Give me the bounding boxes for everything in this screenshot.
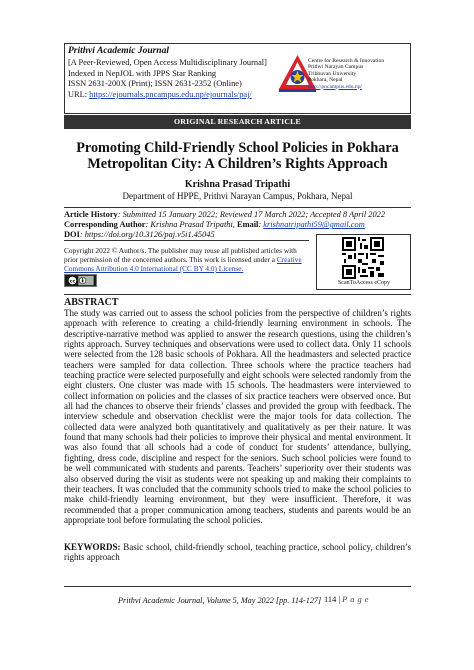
history-text: : Submitted 15 January 2022; Reviewed 17 March 2022; Accepted 8 April 2022 (117, 210, 386, 219)
divider (64, 207, 411, 208)
journal-url-link[interactable]: https://ejournals.pncampus.edu.np/ejournals/paj/ (89, 89, 252, 99)
corresponding-line (64, 220, 411, 230)
license-link[interactable]: Creative Commons Attribution 4.0 International (CC BY 4.0) License. (64, 254, 302, 273)
qr-code-icon[interactable] (342, 237, 384, 279)
centre-line: Prithvi Narayan Campus (308, 64, 364, 71)
centre-info (308, 58, 384, 90)
journal-url-label: URL: (68, 89, 90, 99)
centre-line: Centre for Research & Innovation (308, 58, 385, 64)
journal-info-line: ISSN 2631-200X (Print); ISSN 2631-2352 (Online) (68, 79, 242, 89)
doi-label: DOI (64, 230, 80, 240)
corr-text: : Krishna Prasad Tripathi, (145, 220, 237, 230)
centre-line: Tribhuvan University (308, 70, 357, 77)
page-number (324, 595, 369, 604)
email-label: Email (236, 220, 259, 230)
copyright-text: Copyright 2022 © Author/s. The publisher may reuse all published articles with prior permission of the concerned authors. This work is licensed under a (64, 246, 297, 264)
qr-caption: ScanToAccess eCopy (337, 280, 391, 286)
page-number-value: 114 (324, 595, 337, 604)
divider (64, 294, 411, 295)
footer-divider (64, 586, 411, 587)
abstract-heading: ABSTRACT (64, 297, 119, 308)
paper-title-line: Metropolitan City: A Children’s Rights Approach (87, 155, 388, 172)
doi-text[interactable]: : https://doi.org/10.3126/paj.v5i1.45045 (79, 230, 215, 240)
footer-citation: Prithvi Academic Journal, Volume 5, May 2022 [pp. 114-127] (118, 596, 322, 605)
history-line (64, 210, 411, 220)
journal-url-line (68, 90, 267, 101)
cc-by-license-icon[interactable] (64, 274, 97, 287)
page-label: P a g e (342, 595, 369, 604)
email-link[interactable]: krishnatripathi59@gmail.com (263, 220, 365, 230)
keywords (64, 542, 411, 563)
page-sep: | (336, 595, 343, 604)
keywords-label: KEYWORDS: (64, 542, 121, 552)
abstract-text: The study was carried out to assess the school policies from the perspective of children’s rights approach with reference to creating a child-friendly learning environment in schools. The descriptive-narrative method was applied to answer the research questions, using the children’s rights approach. Survey techniques and observations were used to collect data. Only 11 schools were selected from the 128 basic schools of Pokhara. All the headmasters and selected practice teachers were sampled for data collection. Three schools where the practice teachers had teaching practice were selected purposefully and eight schools were selected randomly from the eight clusters. One cluster was made with 15 schools. The headmasters were interviewed to collect information on policies and the classes of six practice teachers were observed once. But all had the chances to observe their friends’ classes and provided the group with feedback. The interview schedule and observation checklist were the major tools for data collection. The collected data were analyzed both quantitatively and qualitatively as per their nature. It was found that many schools had their policies to improve their physical and mental environment. It was also found that all schools had a code of conduct for students’ attendance, bullying, fighting, dress code, discipline and respect for the seniors. Such school policies were found to be well communicated with students and parents. Teachers’ superiority over their students was also observed during the visit as students were not speaking up and making their complaints to their teachers. It was concluded that the community schools tried to make the school policies to make child-friendly learning environment, but they were insufficient. Therefore, it was recommended that a proper communication among teachers, students and parents would be an appropriate tool before formulating the school policies. (64, 308, 411, 525)
journal-info-line: [A Peer-Reviewed, Open Access Multidisciplinary Journal] (68, 58, 267, 67)
journal-info-line: Indexed in NepJOL with JPPS Star Ranking (68, 68, 217, 78)
journal-info (68, 58, 267, 100)
divider (64, 240, 309, 241)
journal-title: Prithvi Academic Journal (68, 46, 169, 56)
svg-text:cc: cc (69, 279, 76, 285)
paper-title-line: Promoting Child-Friendly School Policies in Pokhara (76, 140, 399, 156)
centre-url-link[interactable]: http://pncampus.edu.np/ (308, 83, 363, 90)
author-affiliation: Department of HPPE, Prithvi Narayan Campus, Pokhara, Nepal (122, 191, 353, 201)
corr-label: Corresponding Author (64, 220, 146, 230)
copyright-notice (64, 247, 309, 274)
paper-title (64, 141, 411, 172)
keywords-text: Basic school, child-friendly school, teaching practice, school policy, children’s rights approach (64, 542, 411, 563)
history-label: Article History (64, 210, 118, 219)
email-sep: : (258, 220, 264, 230)
article-type-banner: ORIGINAL RESEARCH ARTICLE (64, 115, 411, 129)
centre-line: Pokhara, Nepal (308, 77, 343, 84)
author-name: Krishna Prasad Tripathi (184, 179, 291, 190)
journal-header-box (64, 43, 411, 114)
